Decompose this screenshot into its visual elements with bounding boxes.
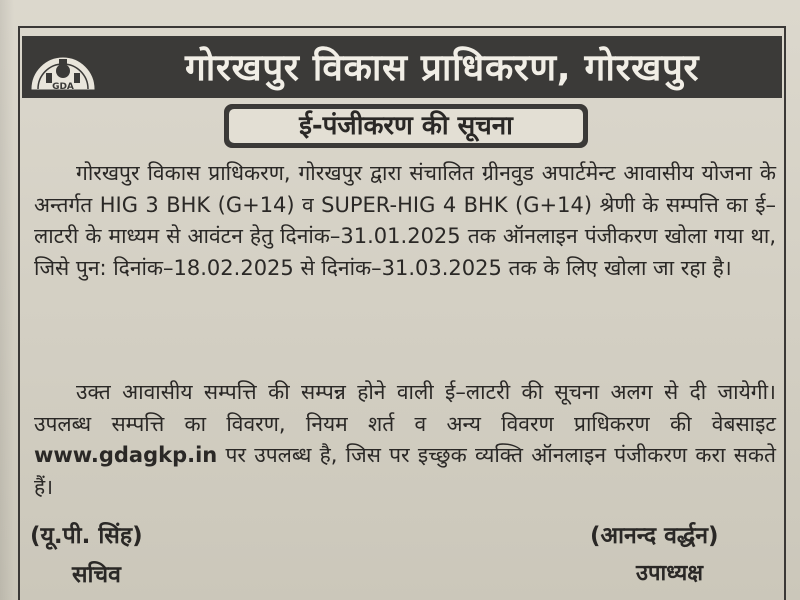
secretary-designation: सचिव: [72, 562, 121, 588]
notice-title: ई-पंजीकरण की सूचना: [229, 109, 583, 143]
website-link[interactable]: www.gdagkp.in: [34, 443, 218, 467]
notice-paragraph-1: गोरखपुर विकास प्राधिकरण, गोरखपुर द्वारा संचालित ग्रीनवुड अपार्टमेन्ट आवासीय योजना के अन्तर्गत HIG 3 BHK (G+14) व SUPER-HIG 4 BHK (G+14) श्रेणी के सम्पत्ति का ई–लाटरी के माध्यम से आवंटन हेतु दिनांक–31.01.2025 तक ऑनलाइन पंजीकरण खोला गया था, जिसे पुन: दिनांक–18.02.2025 से दिनांक–31.03.2025 तक के लिए खोला जा रहा है।: [34, 161, 776, 280]
gda-logo-icon: [26, 39, 100, 95]
paragraph-2-text-start: उक्त आवासीय सम्पत्ति की सम्पन्न होने वाली ई–लाटरी की सूचना अलग से दी जायेगी। उपलब्ध सम्पत्ति का विवरण, नियम शर्त व अन्य विवरण प्राधिकरण की वेबसाइट: [34, 380, 776, 436]
notice-paragraph-2: [34, 377, 776, 503]
paper-shadow: [0, 0, 14, 600]
vice-chairman-designation: उपाध्यक्ष: [636, 561, 704, 586]
logo-text: GDA: [52, 82, 74, 92]
organization-title: गोरखपुर विकास प्राधिकरण, गोरखपुर: [184, 46, 700, 89]
notice-title-box: [224, 104, 588, 148]
secretary-name: (यू.पी. सिंह): [30, 523, 143, 549]
paragraph-2-text-end: पर उपलब्ध है, जिस पर इच्छुक व्यक्ति ऑनलाइन पंजीकरण करा सकते हैं।: [34, 443, 776, 499]
vice-chairman-name: (आनन्द वर्द्धन): [590, 523, 719, 549]
